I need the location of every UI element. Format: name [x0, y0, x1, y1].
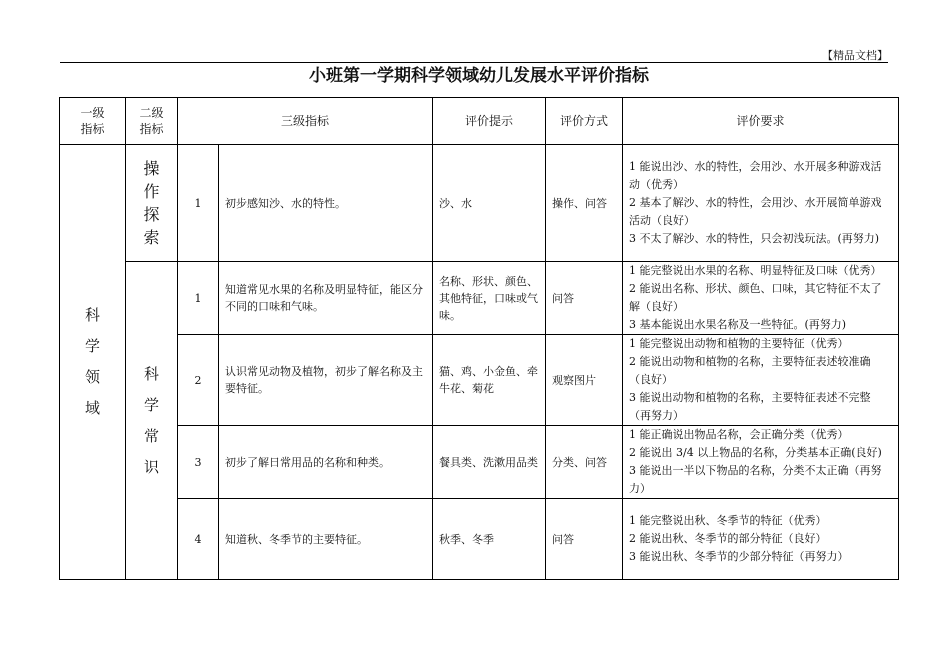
table-row	[60, 145, 899, 262]
header-requirement: 评价要求	[623, 98, 899, 145]
table-row	[60, 335, 899, 426]
row-number: 4	[178, 499, 219, 580]
table-row	[60, 262, 899, 335]
hint-cell: 沙、水	[433, 145, 546, 262]
evaluation-table	[59, 97, 899, 580]
row-number: 1	[178, 262, 219, 335]
table-row	[60, 499, 899, 580]
header-hint: 评价提示	[433, 98, 546, 145]
hint-cell: 名称、形状、颜色、其他特征，口味或气味。	[433, 262, 546, 335]
row-number: 1	[178, 145, 219, 262]
method-cell: 问答	[546, 262, 623, 335]
method-cell: 操作、问答	[546, 145, 623, 262]
method-cell: 分类、问答	[546, 426, 623, 499]
hint-cell: 秋季、冬季	[433, 499, 546, 580]
indicator-cell: 初步了解日常用品的名称和种类。	[219, 426, 433, 499]
header-level1: 一级 指标	[60, 98, 126, 145]
indicator-cell: 知道常见水果的名称及明显特征，能区分不同的口味和气味。	[219, 262, 433, 335]
header-rule	[60, 62, 888, 63]
requirement-cell: 1 能说出沙、水的特性，会用沙、水开展多种游戏活动（优秀） 2 基本了解沙、水的特性，会用沙、水开展简单游戏活动（良好） 3 不太了解沙、水的特性，只会初浅玩法。(再努力)	[623, 145, 899, 262]
method-cell: 观察图片	[546, 335, 623, 426]
indicator-cell: 初步感知沙、水的特性。	[219, 145, 433, 262]
requirement-cell: 1 能完整说出动物和植物的主要特征（优秀） 2 能说出动物和植物的名称，主要特征表述较准确（良好） 3 能说出动物和植物的名称，主要特征表述不完整（再努力）	[623, 335, 899, 426]
row-number: 2	[178, 335, 219, 426]
header-level3: 三级指标	[178, 98, 433, 145]
indicator-cell: 认识常见动物及植物，初步了解名称及主要特征。	[219, 335, 433, 426]
table-header-row	[60, 98, 899, 145]
document-title: 小班第一学期科学领域幼儿发展水平评价指标	[309, 66, 649, 86]
requirement-cell: 1 能完整说出水果的名称、明显特征及口味（优秀） 2 能说出名称、形状、颜色、口味，其它特征不太了解（良好） 3 基本能说出水果名称及一些特征。(再努力)	[623, 262, 899, 335]
group-name-cell: 操 作 探 索	[126, 145, 178, 262]
indicator-cell: 知道秋、冬季节的主要特征。	[219, 499, 433, 580]
header-level2: 二级 指标	[126, 98, 178, 145]
domain-cell: 科 学 领 域	[60, 145, 126, 580]
table-row	[60, 426, 899, 499]
requirement-cell: 1 能正确说出物品名称，会正确分类（优秀） 2 能说出 3/4 以上物品的名称，分类基本正确(良好) 3 能说出一半以下物品的名称，分类不太正确（再努力）	[623, 426, 899, 499]
hint-cell: 猫、鸡、小金鱼、牵牛花、菊花	[433, 335, 546, 426]
header-tag: 【精品文档】	[822, 49, 888, 62]
row-number: 3	[178, 426, 219, 499]
hint-cell: 餐具类、洗漱用品类	[433, 426, 546, 499]
requirement-cell: 1 能完整说出秋、冬季节的特征（优秀） 2 能说出秋、冬季节的部分特征（良好） 3 能说出秋、冬季节的少部分特征（再努力）	[623, 499, 899, 580]
method-cell: 问答	[546, 499, 623, 580]
group-name-cell: 科 学 常 识	[126, 262, 178, 580]
header-method: 评价方式	[546, 98, 623, 145]
